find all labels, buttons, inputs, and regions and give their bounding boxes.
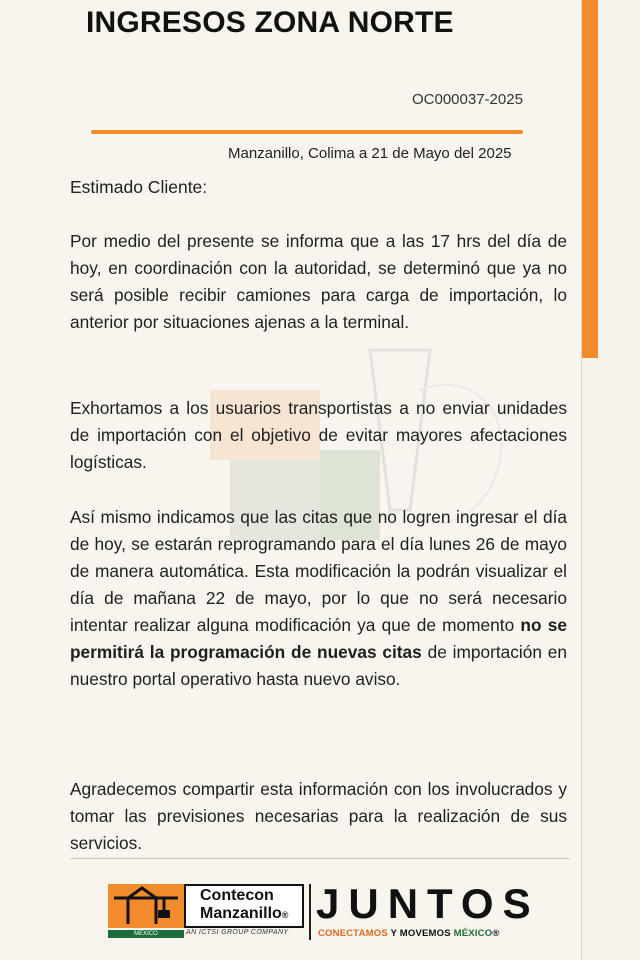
page-title: INGRESOS ZONA NORTE	[86, 6, 454, 39]
paragraph-3	[70, 504, 567, 693]
paragraph-4: Agradecemos compartir esta información con los involucrados y tomar las previsiones necesarias para la realización de sus servicios.	[70, 779, 567, 853]
footer-logo-divider	[309, 884, 311, 940]
logo-crane-tile	[108, 884, 184, 928]
footer-divider	[70, 858, 570, 859]
greeting: Estimado Cliente:	[70, 177, 208, 197]
logo-name-line-2	[200, 905, 288, 924]
date-line: Manzanillo, Colima a 21 de Mayo del 2025	[228, 145, 512, 162]
logo-country-band: MEXICO	[108, 930, 184, 938]
contecon-logo	[108, 884, 304, 938]
paragraph-3-text-a: Así mismo indicamos que las citas que no logren ingresar el día de hoy, se estarán reprogramando para el día lunes 26 de mayo de manera automática. Esta modificación la podrán visualizar el día de mañana 22 de mayo, por lo que no será necesario intentar realizar alguna modificación ya que de momento	[70, 507, 567, 635]
paragraph-3-emphasis: no se permitirá la programación de nuevas citas	[70, 615, 567, 662]
logo-name-text: Manzanillo	[200, 905, 282, 922]
paragraph-1: Por medio del presente se informa que a las 17 hrs del día de hoy, en coordinación con la autoridad, se determinó que ya no será posible recibir camiones para carga de importación, lo anterior por situaciones ajenas a la terminal.	[70, 231, 567, 332]
slogan-title: JUNTOS	[316, 880, 540, 927]
reference-number: OC000037-2025	[412, 91, 523, 108]
paragraph-3-text-b: de importación en nuestro portal operativo hasta nuevo aviso.	[70, 642, 567, 689]
orange-accent-bar	[582, 0, 598, 358]
paragraph-2: Exhortamos a los usuarios transportistas a no enviar unidades de importación con el objetivo de evitar mayores afectaciones logísticas.	[70, 398, 567, 472]
slogan-word-3: MÉXICO	[453, 928, 493, 939]
slogan-subtitle	[318, 928, 500, 939]
logo-tagline: AN ICTSI GROUP COMPANY	[186, 929, 289, 936]
crane-icon	[108, 884, 184, 928]
header-divider	[91, 130, 523, 134]
slogan-word-1: CONECTAMOS	[318, 928, 388, 939]
slogan-word-2: Y MOVEMOS	[387, 928, 454, 939]
slogan-registered-mark: ®	[492, 928, 500, 939]
logo-registered-mark: ®	[281, 910, 289, 920]
logo-name-line-1: Contecon	[200, 887, 274, 904]
